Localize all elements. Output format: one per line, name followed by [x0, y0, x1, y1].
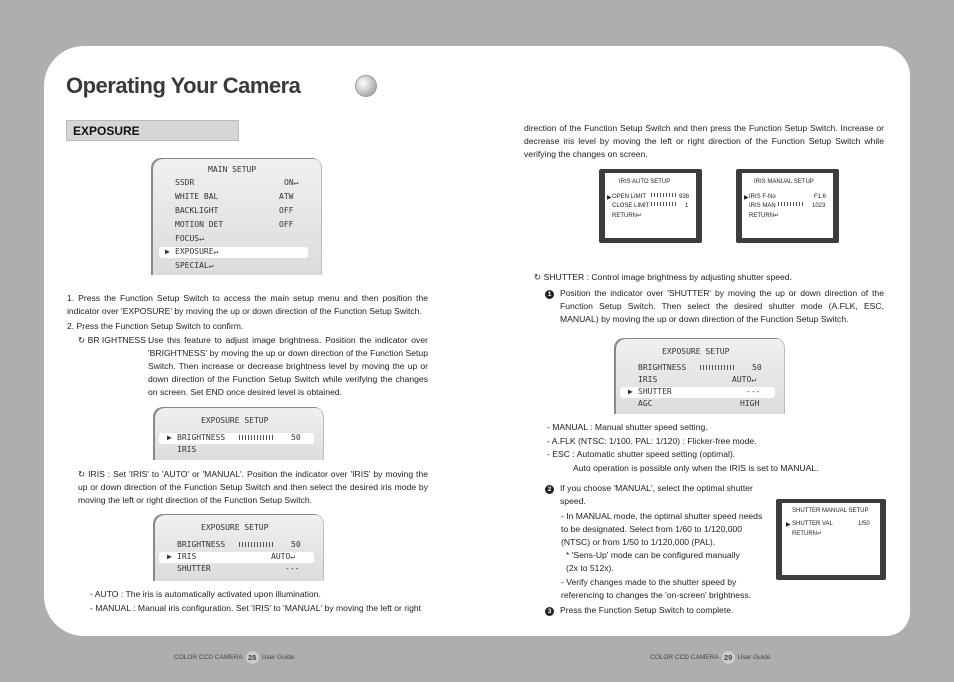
osd-label: EXPOSURE↵	[175, 247, 219, 256]
osd-value: AUTO↵	[271, 552, 296, 561]
osd-value: HIGH	[740, 399, 760, 408]
osd-label: BRIGHTNESS	[177, 433, 226, 442]
brightness-text: Use this feature to adjust image brightness. Position the indicator over 'BRIGHTNESS' by moving the up or down direction of the Function Setup Switch. Then increase or decrease brightness level by moving the up or down direction of the Function Setup Switch while verifying the changes on screen. Set END once desired level is obtained.	[148, 335, 428, 397]
osd-label: SHUTTER	[177, 564, 211, 573]
manual-note: - MANUAL : Manual iris configuration. Set 'IRIS' to 'MANUAL' by moving the left or right	[90, 603, 422, 613]
section-heading: EXPOSURE	[66, 120, 239, 141]
osd-label: IRIS	[177, 552, 197, 561]
osd-label: SPECIAL↵	[175, 261, 214, 270]
osd-value: ATW	[279, 192, 294, 201]
auto-note: - AUTO : The iris is automatically activated upon illumination.	[90, 589, 321, 599]
osd-label: WHITE BAL	[175, 192, 219, 201]
shutter-step-1: Position the indicator over 'SHUTTER' by moving the up or down direction of the Function Setup Switch. Then select the desired shutter mode (A.FLK, ESC, MANUAL) by moving the up or down direction of the Function Setup Switch.	[560, 288, 884, 324]
intro-text: direction of the Function Setup Switch and then press the Function Setup Switch. Increase or decrease iris level by moving the left or right direction of the Function Setup Switch while verifying the changes on screen.	[524, 123, 884, 159]
osd-value: F1.6	[814, 194, 827, 200]
osd-value: 50	[291, 540, 301, 549]
osd-label: IRIS MAN	[749, 203, 776, 209]
osd-value: OFF	[279, 220, 294, 229]
osd-title: MAIN SETUP	[208, 165, 257, 174]
selector-arrow-icon: ▶	[607, 195, 612, 201]
shutter-manual-screen	[776, 499, 886, 580]
brightness-label: ↻ BR IGHTNESS :	[78, 335, 151, 345]
level-bar	[651, 202, 677, 208]
shutter-heading: ↻ SHUTTER : Control image brightness by adjusting shutter speed.	[534, 272, 792, 282]
selector-arrow-icon: ▶	[628, 387, 633, 396]
step-1-text: 1. Press the Function Setup Switch to access the main setup menu and then position the indicator over 'EXPOSURE' by moving the up or down direction of the Function Setup Switch.	[67, 293, 428, 316]
osd-title: SHUTTER MANUAL SETUP	[792, 508, 869, 514]
osd-label: SHUTTER VAL	[792, 521, 833, 527]
page-number: 28	[246, 651, 259, 664]
osd-value: 1	[685, 203, 689, 209]
mode-manual: - MANUAL : Manual shutter speed setting.	[547, 422, 708, 432]
shutter-step-3: Press the Function Setup Switch to complete.	[560, 605, 734, 615]
shutter-step-2a: - In MANUAL mode, the optimal shutter speed needs to be designated. Select from 1/60 to 1/120,000 (NTSC) or from 1/50 to 1/120,000 (PAL).	[561, 511, 763, 547]
osd-label: RETURN↵	[749, 213, 780, 219]
mode-esc: - ESC : Automatic shutter speed setting (optimal).	[547, 449, 736, 459]
osd-label: SHUTTER	[638, 387, 672, 396]
osd-label: BRIGHTNESS	[177, 540, 226, 549]
exposure-setup-menu	[153, 407, 324, 460]
osd-label: SSDR	[175, 178, 195, 187]
mode-aflk: - A.FLK (NTSC: 1/100, PAL: 1/120) : Flicker-free mode.	[547, 436, 757, 446]
iris-auto-screen	[599, 169, 702, 243]
osd-label: RETURN↵	[792, 531, 823, 537]
osd-title: EXPOSURE SETUP	[662, 347, 730, 356]
osd-title: IRIS MANUAL SETUP	[754, 179, 814, 185]
osd-value: 50	[752, 363, 762, 372]
osd-value: 50	[291, 433, 301, 442]
osd-label: FOCUS↵	[175, 234, 204, 243]
osd-label: RETURN↵	[612, 213, 643, 219]
osd-value: 1/50	[858, 521, 870, 527]
osd-value: 938	[679, 194, 690, 200]
title-sphere-icon	[355, 75, 377, 97]
footer-right: COLOR CCD CAMERA 29 User Guide	[650, 653, 771, 662]
osd-label: IRIS	[177, 445, 197, 454]
selector-arrow-icon: ▶	[167, 552, 172, 561]
osd-label: OPEN LIMIT	[612, 194, 647, 200]
iris-text: ↻ IRIS : Set 'IRIS' to 'AUTO' or 'MANUAL'. Position the indicator over 'IRIS' by moving the up or down direction of the Function Setup Switch and then select the desired iris mode by moving the left or right direction of the Function Setup Switch.	[78, 469, 429, 505]
step-1-marker: 1	[545, 287, 554, 300]
step-2-marker: 2	[545, 482, 554, 495]
step-2-text: 2. Press the Function Setup Switch to confirm.	[67, 321, 244, 331]
shutter-step-2: If you choose 'MANUAL', select the optimal shutter speed.	[560, 483, 753, 506]
osd-label: CLOSE LIMIT	[612, 203, 650, 209]
level-bar	[239, 433, 275, 442]
shutter-step-2b: * 'Sens-Up' mode can be configured manually (2x to 512x).	[566, 550, 740, 573]
osd-title: IRIS AUTO SETUP	[619, 179, 671, 185]
mode-esc-note: Auto operation is possible only when the IRIS is set to MANUAL.	[573, 463, 819, 473]
selector-arrow-icon: ▶	[744, 195, 749, 201]
osd-label: IRIS	[638, 375, 658, 384]
osd-value: OFF	[279, 206, 294, 215]
step-3-marker: 3	[545, 604, 554, 617]
level-bar	[700, 363, 736, 372]
osd-title: EXPOSURE SETUP	[201, 523, 269, 532]
level-bar	[778, 202, 804, 208]
osd-value: ON↵	[284, 178, 299, 187]
osd-title: EXPOSURE SETUP	[201, 416, 269, 425]
level-bar	[239, 540, 275, 549]
osd-label: MOTION DET	[175, 220, 224, 229]
osd-value: 1023	[812, 203, 826, 209]
selector-arrow-icon: ▶	[167, 433, 172, 442]
osd-label: BACKLIGHT	[175, 206, 219, 215]
iris-manual-screen	[736, 169, 839, 243]
osd-label: AGC	[638, 399, 653, 408]
osd-value: ---	[746, 387, 761, 396]
main-setup-menu	[151, 158, 322, 275]
osd-label: BRIGHTNESS	[638, 363, 687, 372]
exposure-setup-menu	[614, 338, 785, 414]
shutter-step-2c: - Verify changes made to the shutter speed by referencing to changes the 'on-screen' brightness.	[561, 577, 752, 600]
page-title: Operating Your Camera	[66, 73, 301, 98]
selector-arrow-icon: ▶	[786, 522, 791, 528]
selector-arrow-icon: ▶	[165, 247, 170, 256]
page-number: 29	[722, 651, 735, 664]
exposure-setup-menu	[153, 514, 324, 581]
footer-left: COLOR CCD CAMERA 28 User Guide	[174, 653, 295, 662]
osd-value: AUTO↵	[732, 375, 757, 384]
osd-label: IRIS F-No	[749, 194, 776, 200]
osd-value: ---	[285, 564, 300, 573]
level-bar	[651, 193, 677, 199]
